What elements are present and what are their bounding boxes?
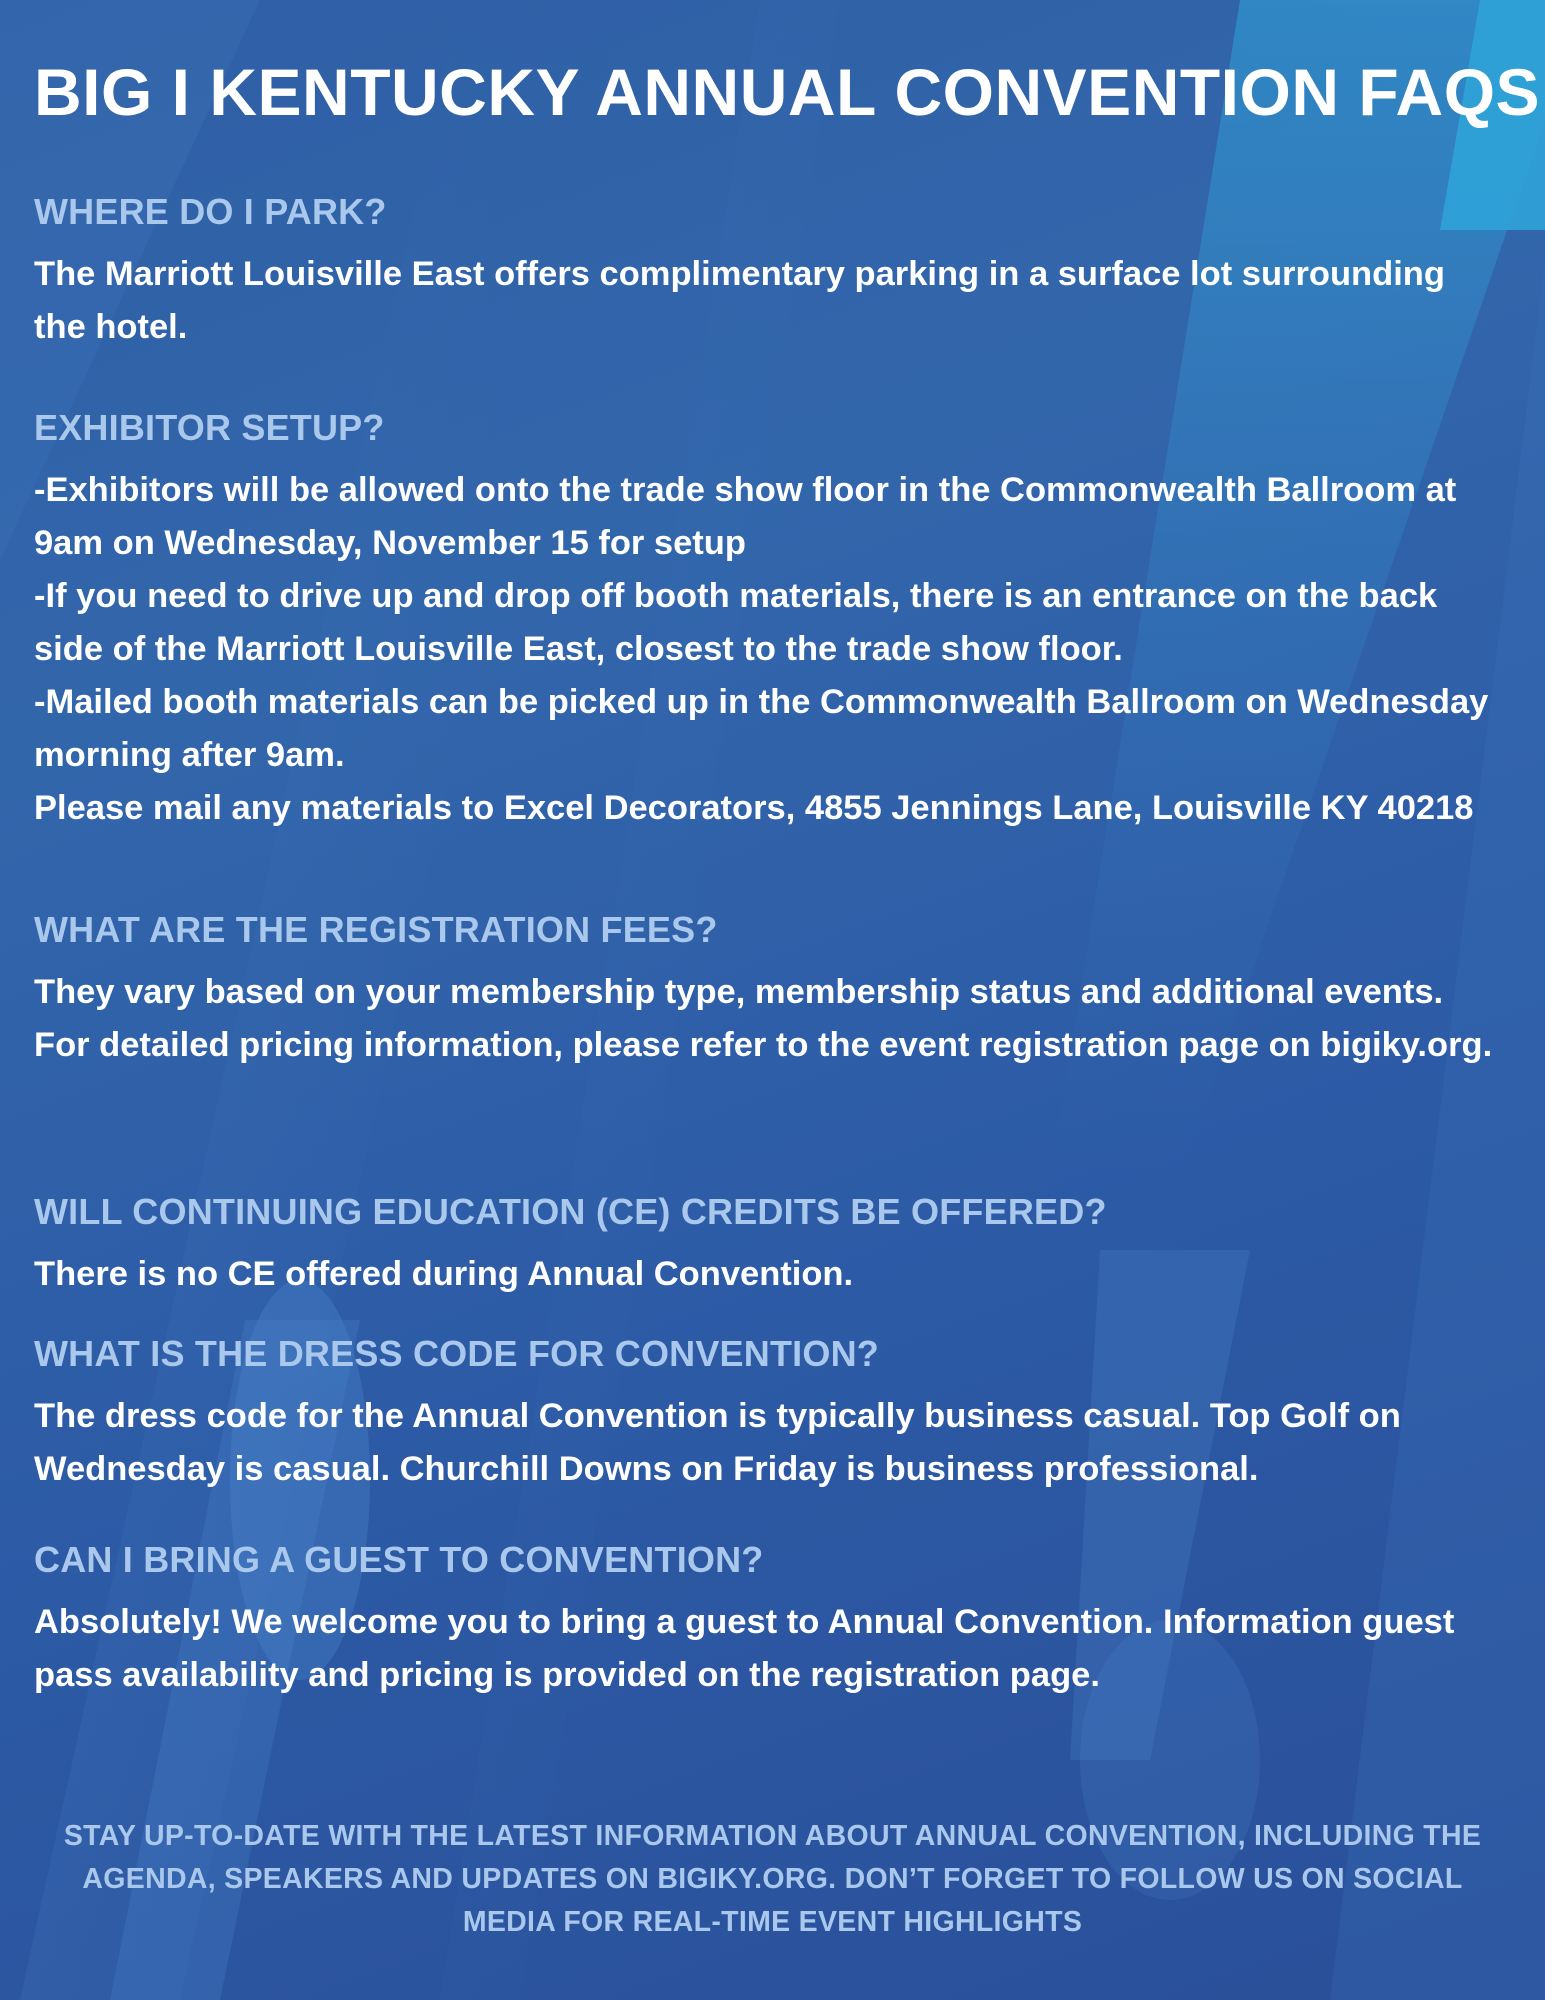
faq-answer-line: -If you need to drive up and drop off booth materials, there is an entrance on the back side of the Marriott Louisville East, closest to the trade show floor.	[34, 577, 1438, 668]
faq-exhibitor-setup	[34, 406, 1504, 835]
page-title: BIG I KENTUCKY ANNUAL CONVENTION FAQS	[34, 55, 1541, 129]
faq-ce-credits	[34, 1190, 1504, 1301]
faq-dress-code	[34, 1332, 1504, 1496]
faq-question: WHAT ARE THE REGISTRATION FEES?	[34, 909, 718, 950]
faq-registration-fees	[34, 908, 1504, 1072]
faq-answer: They vary based on your membership type, membership status and additional events. For detailed pricing information, please refer to the event registration page on bigiky.org.	[34, 973, 1493, 1064]
faq-answer-line: -Mailed booth materials can be picked up in the Commonwealth Ballroom on Wednesday morning after 9am.	[34, 683, 1489, 774]
faq-question: CAN I BRING A GUEST TO CONVENTION?	[34, 1539, 764, 1580]
faq-guest	[34, 1538, 1504, 1702]
faq-answer-line: -Exhibitors will be allowed onto the trade show floor in the Commonwealth Ballroom at 9am on Wednesday, November 15 for setup	[34, 471, 1457, 562]
faq-answer-line: Please mail any materials to Excel Decorators, 4855 Jennings Lane, Louisville KY 40218	[34, 789, 1474, 827]
faq-question: WILL CONTINUING EDUCATION (CE) CREDITS BE OFFERED?	[34, 1191, 1107, 1232]
faq-answer: The Marriott Louisville East offers complimentary parking in a surface lot surrounding the hotel.	[34, 255, 1445, 346]
faq-question: WHERE DO I PARK?	[34, 191, 387, 232]
footer-note: STAY UP-TO-DATE WITH THE LATEST INFORMATION ABOUT ANNUAL CONVENTION, INCLUDING THE AGENDA, SPEAKERS AND UPDATES ON BIGIKY.ORG. DON’T FORGET TO FOLLOW US ON SOCIAL MEDIA FOR REAL-TIME EVENT HIGHLIGHTS	[63, 1820, 1482, 1938]
faq-parking	[34, 190, 1504, 354]
faq-answer: Absolutely! We welcome you to bring a guest to Annual Convention. Information guest pass availability and pricing is provided on the registration page.	[34, 1603, 1455, 1694]
faq-question: EXHIBITOR SETUP?	[34, 407, 385, 448]
faq-question: WHAT IS THE DRESS CODE FOR CONVENTION?	[34, 1333, 879, 1374]
faq-answer: The dress code for the Annual Convention is typically business casual. Top Golf on Wednesday is casual. Churchill Downs on Friday is business professional.	[34, 1397, 1401, 1488]
faq-answer: There is no CE offered during Annual Convention.	[34, 1255, 854, 1293]
